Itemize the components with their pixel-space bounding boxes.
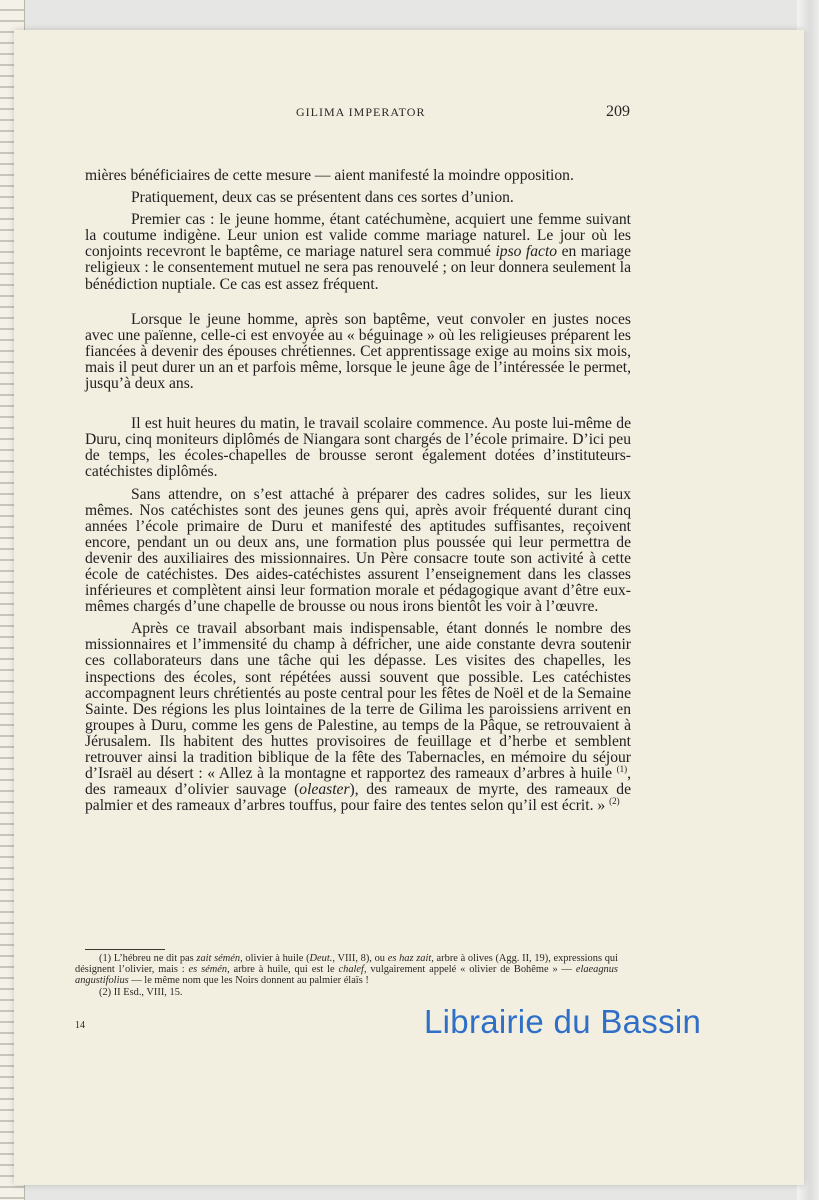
printer-signature: 14 bbox=[75, 1020, 85, 1031]
footnote-2: (2) II Esd., VIII, 15. bbox=[99, 986, 183, 998]
footnote-rule bbox=[85, 949, 165, 950]
body-text bbox=[85, 168, 631, 820]
footnotes bbox=[75, 953, 618, 998]
footnote-1: (1) L’hébreu ne dit pas zait sémén, olivier à huile (Deut., VIII, 8), ou es haz zait, arbre à olives (Agg. II, 19), expressions qui désignent l’olivier, mais : es sémén, arbre à huile, qui est le chalef, vulgairement appelé « olivier de Bohême » — elaeagnus angustifolius — le même nom que les Noirs donnent au palmier élaïs ! bbox=[75, 953, 618, 987]
paragraph: mières bénéficiaires de cette mesure — aient manifesté la moindre opposition. bbox=[85, 167, 574, 184]
header-title: GILIMA IMPERATOR bbox=[296, 105, 426, 119]
paragraph: Après ce travail absorbant mais indispensable, étant donnés le nombre des missionnaires et l’immensité du champ à défricher, une aide constante devra soutenir ces collaborateurs dans une tâche qui les dépasse. Les visites des chapelles, les inspections des écoles, sont répétées aussi souvent que possible. Les catéchistes accompagnent leurs chrétientés au poste central pour les fêtes de Noël et de la Semaine Sainte. Des régions les plus lointaines de la terre de Gilima les paroissiens arrivent en groupes à Duru, comme les gens de Palestine, au temps de la Pâque, se retrouvaient à Jérusalem. Ils habitent des huttes provisoires de feuillage et d’herbe et semblent retrouver ainsi la tradition biblique de la fête des Tabernacles, en mémoire du séjour d’Israël au désert : « Allez à la montagne et rapportez des rameaux d’arbres à huile $^{(1)}$, des rameaux d’olivier sauvage (oleaster), des rameaux de myrte, des rameaux de palmier et des rameaux d’arbres touffus, pour faire des tentes selon qu’il est écrit. » $^{(2)}$ bbox=[85, 620, 632, 815]
paragraph: Sans attendre, on s’est attaché à préparer des cadres solides, sur les lieux mêmes. Nos catéchistes sont des jeunes gens qui, après avoir fréquenté durant cinq années l’école primaire de Duru et manifesté des aptitudes suffisantes, reçoivent encore, pendant un ou deux ans, une formation plus poussée qui leur permettra de devenir des auxiliaires des missionnaires. Un Père consacre toute son activité à cette école de catéchistes. Des aides-catéchistes assurent l’enseignement dans les classes inférieures et complètent ainsi leur formation morale et pédagogique avant d’être eux-mêmes chargés d’une chapelle de brousse ou nous irons bientôt les voir à l’œuvre. bbox=[85, 485, 631, 616]
page-number: 209 bbox=[606, 103, 630, 120]
paragraph: Premier cas : le jeune homme, étant catéchumène, acquiert une femme suivant la coutume indigène. Leur union est valide comme mariage naturel. Le jour où les conjoints recevront le baptême, ce mariage naturel sera commué ipso facto en mariage religieux : le consentement mutuel ne sera pas renouvelé ; on leur donnera seulement la bénédiction nuptiale. Ce cas est assez fréquent. bbox=[85, 211, 632, 293]
bookseller-watermark: Librairie du Bassin bbox=[424, 1003, 702, 1040]
paragraph: Lorsque le jeune homme, après son baptême, veut convoler en justes noces avec une païenne, celle-ci est envoyée au « béguinage » où les religieuses préparent les fiancées à devenir des épouses chrétiennes. Cet apprentissage exige au moins six mois, mais il peut durer un an et parfois même, lorsque le jeune âge de l’intéressée le permet, jusqu’à deux ans. bbox=[85, 310, 631, 393]
paragraph: Il est huit heures du matin, le travail scolaire commence. Au poste lui-même de Duru, cinq moniteurs diplômés de Niangara sont chargés de l’école primaire. D’ici peu de temps, les écoles-chapelles de brousse seront également dotées d’instituteurs-catéchistes diplômés. bbox=[85, 415, 631, 481]
paragraph: Pratiquement, deux cas se présentent dans ces sortes d’union. bbox=[131, 189, 514, 207]
running-head bbox=[0, 103, 819, 123]
